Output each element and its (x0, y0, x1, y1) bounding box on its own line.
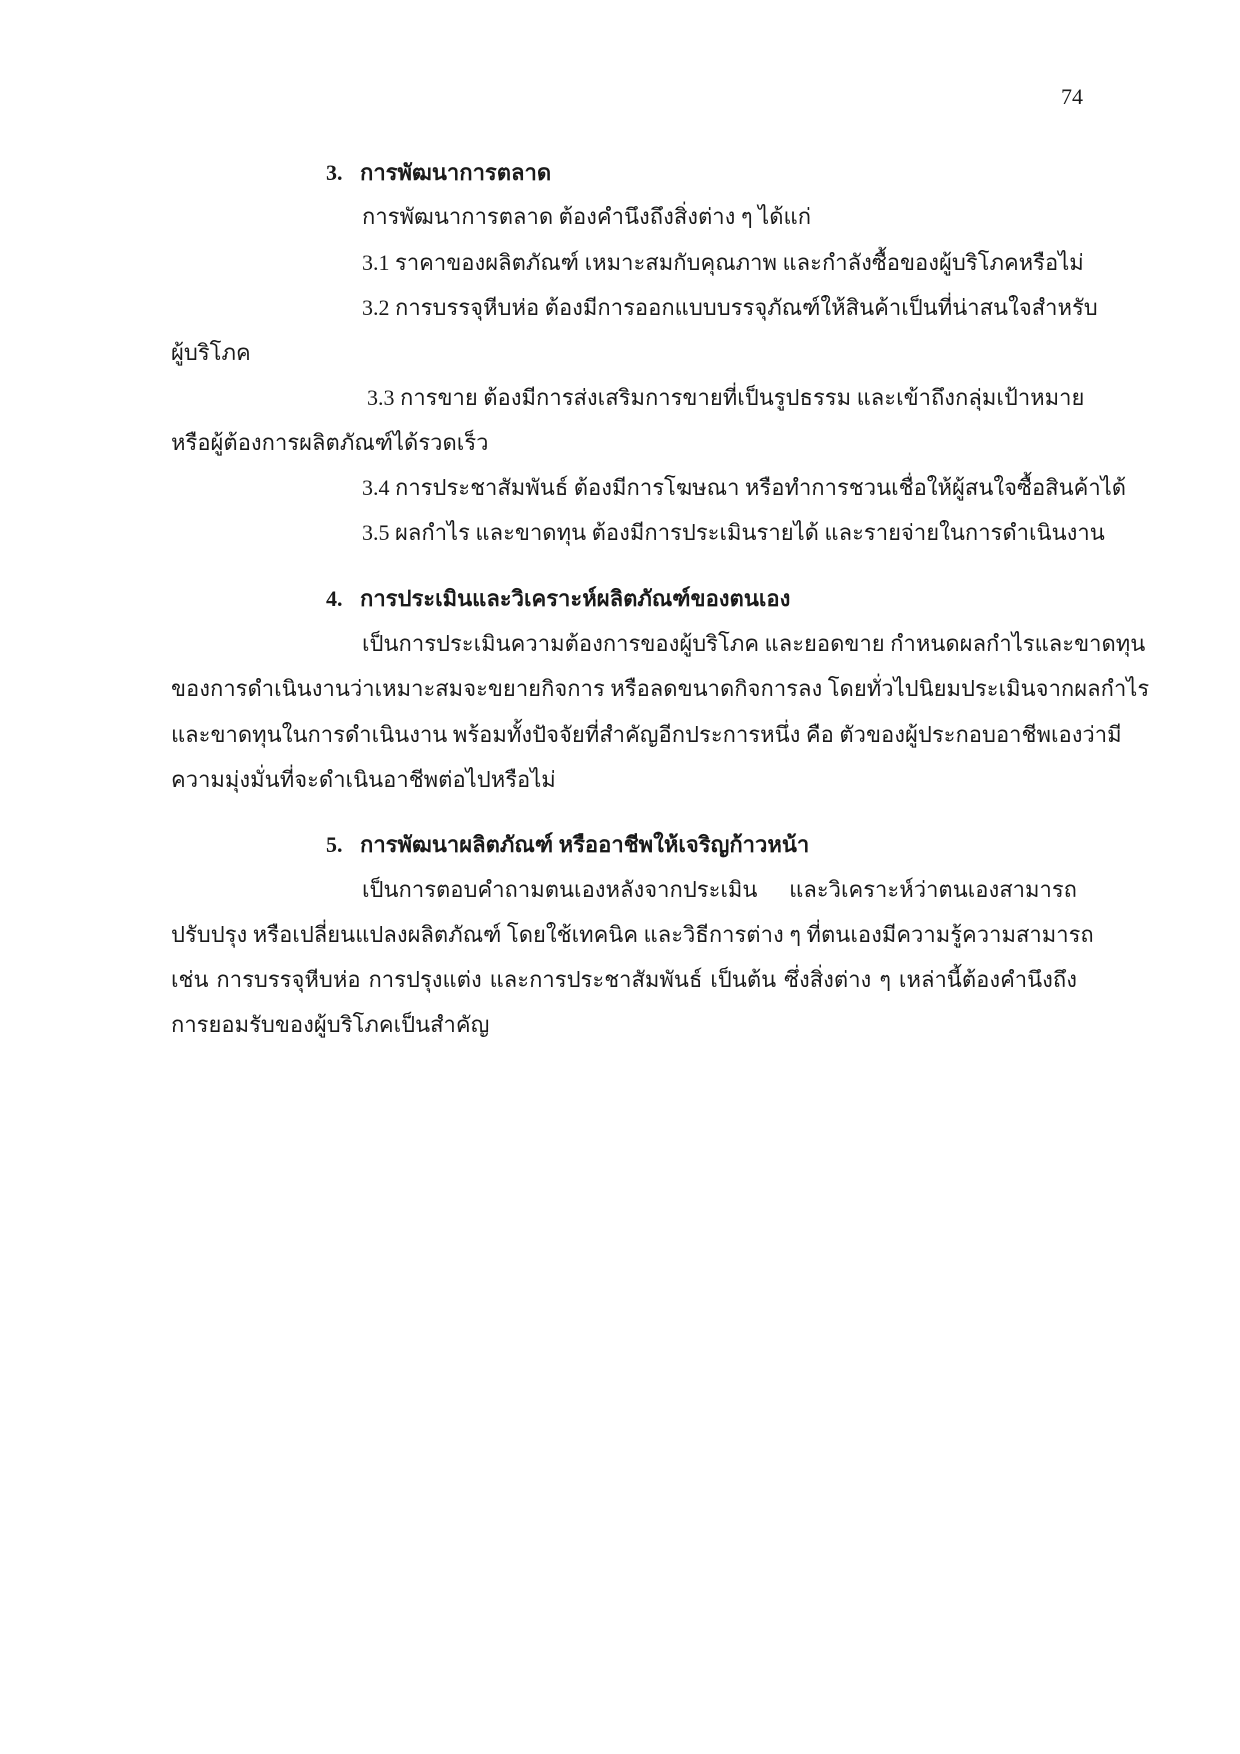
paragraph-line: และขาดทุนในการดำเนินงาน พร้อมทั้งปัจจัยที่สำคัญอีกประการหนึ่ง คือ ตัวของผู้ประกอบอาชีพเองว่ามี (171, 722, 1122, 747)
section-heading (326, 830, 809, 860)
paragraph-line: ผู้บริโภค (171, 340, 251, 365)
paragraph-line: เช่น การบรรจุหีบห่อ การปรุงแต่ง และการประชาสัมพันธ์ เป็นต้น ซึ่งสิ่งต่าง ๆ เหล่านี้ต้องคำนึงถึง (171, 967, 1077, 992)
section-heading (326, 158, 551, 188)
section-title: การพัฒนาผลิตภัณฑ์ หรืออาชีพให้เจริญก้าวหน้า (360, 832, 810, 857)
paragraph-line: ความมุ่งมั่นที่จะดำเนินอาชีพต่อไปหรือไม่ (171, 767, 556, 792)
section-title: การพัฒนาการตลาด (360, 160, 552, 185)
section-heading (326, 584, 790, 614)
list-item: 3.3 การขาย ต้องมีการส่งเสริมการขายที่เป็นรูปธรรม และเข้าถึงกลุ่มเป้าหมาย (367, 385, 1085, 410)
paragraph-line: เป็นการตอบคำถามตนเองหลังจากประเมิน และวิเคราะห์ว่าตนเองสามารถ (362, 877, 1077, 902)
paragraph-line: ปรับปรุง หรือเปลี่ยนแปลงผลิตภัณฑ์ โดยใช้เทคนิค และวิธีการต่าง ๆ ที่ตนเองมีความรู้ความสามารถ (171, 922, 1094, 947)
paragraph-line: การยอมรับของผู้บริโภคเป็นสำคัญ (171, 1012, 490, 1037)
paragraph-line: เป็นการประเมินความต้องการของผู้บริโภค และยอดขาย กำหนดผลกำไรและขาดทุน (362, 631, 1146, 656)
section-title: การประเมินและวิเคราะห์ผลิตภัณฑ์ของตนเอง (360, 586, 791, 611)
paragraph-line: การพัฒนาการตลาด ต้องคำนึงถึงสิ่งต่าง ๆ ได้แก่ (362, 204, 812, 229)
page-number: 74 (1061, 84, 1083, 109)
list-item: 3.1 ราคาของผลิตภัณฑ์ เหมาะสมกับคุณภาพ และกำลังซื้อของผู้บริโภคหรือไม่ (362, 250, 1084, 275)
list-item: 3.4 การประชาสัมพันธ์ ต้องมีการโฆษณา หรือทำการชวนเชื่อให้ผู้สนใจซื้อสินค้าได้ (362, 475, 1127, 500)
paragraph-line: ของการดำเนินงานว่าเหมาะสมจะขยายกิจการ หรือลดขนาดกิจการลง โดยทั่วไปนิยมประเมินจากผลกำไร (171, 676, 1150, 701)
paragraph-line: หรือผู้ต้องการผลิตภัณฑ์ได้รวดเร็ว (171, 430, 489, 455)
list-item: 3.2 การบรรจุหีบห่อ ต้องมีการออกแบบบรรจุภัณฑ์ให้สินค้าเป็นที่น่าสนใจสำหรับ (362, 295, 1098, 320)
list-item: 3.5 ผลกำไร และขาดทุน ต้องมีการประเมินรายได้ และรายจ่ายในการดำเนินงาน (362, 520, 1105, 545)
section-number: 3. (326, 160, 343, 185)
section-number: 5. (326, 832, 343, 857)
section-number: 4. (326, 586, 343, 611)
